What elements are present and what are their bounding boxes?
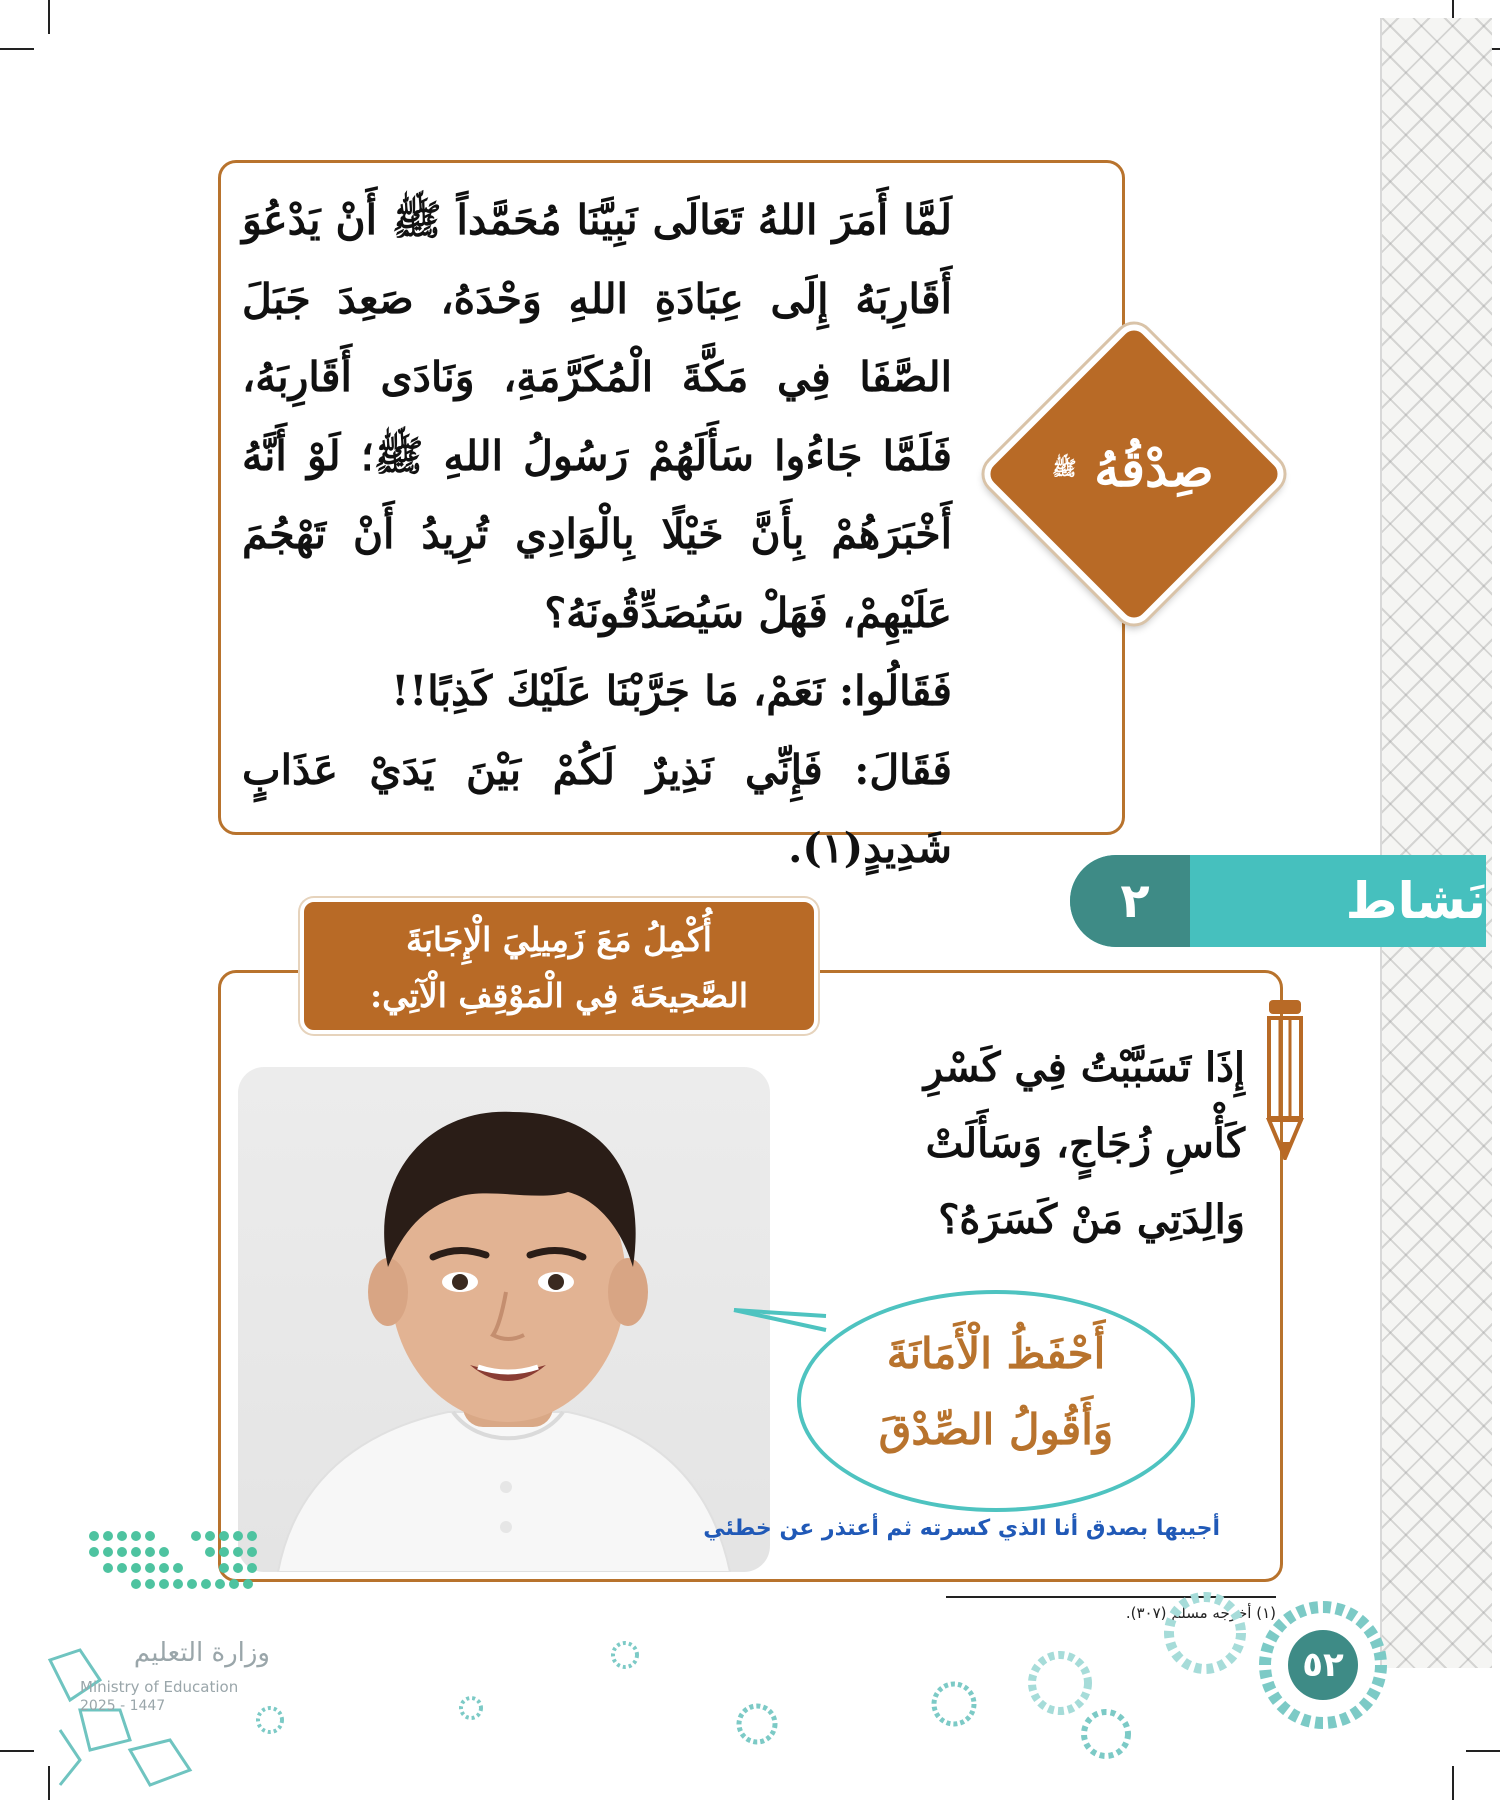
ministry-name-english: Ministry of Education xyxy=(80,1678,239,1696)
answer-text: أجيبها بصدق أنا الذي كسرته ثم أعتذر عن خطئي xyxy=(703,1516,1220,1541)
question-text: إِذَا تَسَبَّبْتُ فِي كَسْرِ كَأْسِ زُجَاجٍ، وَسَأَلَتْ وَالِدَتِي مَنْ كَسَرَهُ؟ xyxy=(923,1044,1245,1243)
page-number: ٥٢ xyxy=(1288,1630,1358,1700)
ministry-name-arabic: وزارة التعليم xyxy=(133,1638,270,1668)
story-paragraph: فَقَالُوا: نَعَمْ، مَا جَرَّبْنَا عَلَيْكَ كَذِبًا!! xyxy=(391,667,952,715)
bubble-line: وَأَقُولُ الصِّدْقَ xyxy=(878,1405,1114,1454)
story-title xyxy=(978,318,1278,618)
crop-mark xyxy=(0,48,34,50)
story-paragraph: فَقَالَ: فَإِنِّي نَذِيرٌ لَكُمْ بَيْنَ يَدَيْ عَذَابٍ شَدِيدٍ(١). xyxy=(242,745,952,872)
crop-mark xyxy=(1452,1766,1454,1800)
honorific-calligraphy-icon: ﷺ xyxy=(1052,456,1077,480)
decorative-pattern-strip xyxy=(1380,18,1492,1668)
crop-mark xyxy=(0,1750,34,1752)
activity-instruction xyxy=(300,898,818,1034)
story-text xyxy=(242,181,952,888)
instruction-line: أُكْمِلُ مَعَ زَمِيلِيَ الْإِجَابَةَ xyxy=(406,920,712,959)
ministry-dots-logo-icon xyxy=(86,1528,266,1598)
bubble-line: أَحْفَظُ الْأَمَانَةَ xyxy=(886,1329,1106,1378)
crop-mark xyxy=(1466,1750,1500,1752)
footnote: (١) أخرجه مسلم (٣٠٧). xyxy=(1125,1604,1276,1622)
pencil-icon xyxy=(1263,1000,1307,1160)
instruction-line: الصَّحِيحَةَ فِي الْمَوْقِفِ الْآتِي: xyxy=(370,976,748,1015)
speech-bubble-text xyxy=(797,1316,1195,1468)
decorative-rosette-icon xyxy=(458,1695,484,1721)
student-photo xyxy=(238,1067,770,1572)
decorative-rosette-icon xyxy=(930,1680,978,1728)
decorative-rosette-icon xyxy=(1078,1706,1134,1762)
activity-label: نَشاط xyxy=(1150,855,1486,947)
decorative-rosette-icon xyxy=(610,1640,640,1670)
story-title-text: صِدْقُهُ xyxy=(1094,438,1214,498)
decorative-rosette-icon xyxy=(1160,1588,1250,1678)
activity-question xyxy=(830,1030,1245,1258)
story-title-badge xyxy=(978,318,1278,618)
boy-illustration xyxy=(238,1067,770,1572)
story-paragraph: لَمَّا أَمَرَ اللهُ تَعَالَى نَبِيَّنَا مُحَمَّداً ﷺ أَنْ يَدْعُوَ أَقَارِبَهُ إِلَى عِبَادَةِ اللهِ وَحْدَهُ، صَعِدَ جَبَلَ الصَّفَا فِي مَكَّةَ الْمُكَرَّمَةِ، وَنَادَى أَقَارِبَهُ، فَلَمَّا جَاءُوا سَأَلَهُمْ رَسُولُ اللهِ ﷺ؛ لَوْ أَنَّهُ أَخْبَرَهُمْ بِأَنَّ خَيْلًا بِالْوَادِي تُرِيدُ أَنْ تَهْجُمَ عَلَيْهِمْ، فَهَلْ سَيُصَدِّقُونَهُ؟ xyxy=(242,196,952,637)
activity-number: ٢ xyxy=(1070,855,1190,947)
crop-mark xyxy=(48,0,50,34)
decorative-rosette-icon xyxy=(735,1702,779,1746)
ministry-year: 2025 - 1447 xyxy=(80,1698,166,1714)
